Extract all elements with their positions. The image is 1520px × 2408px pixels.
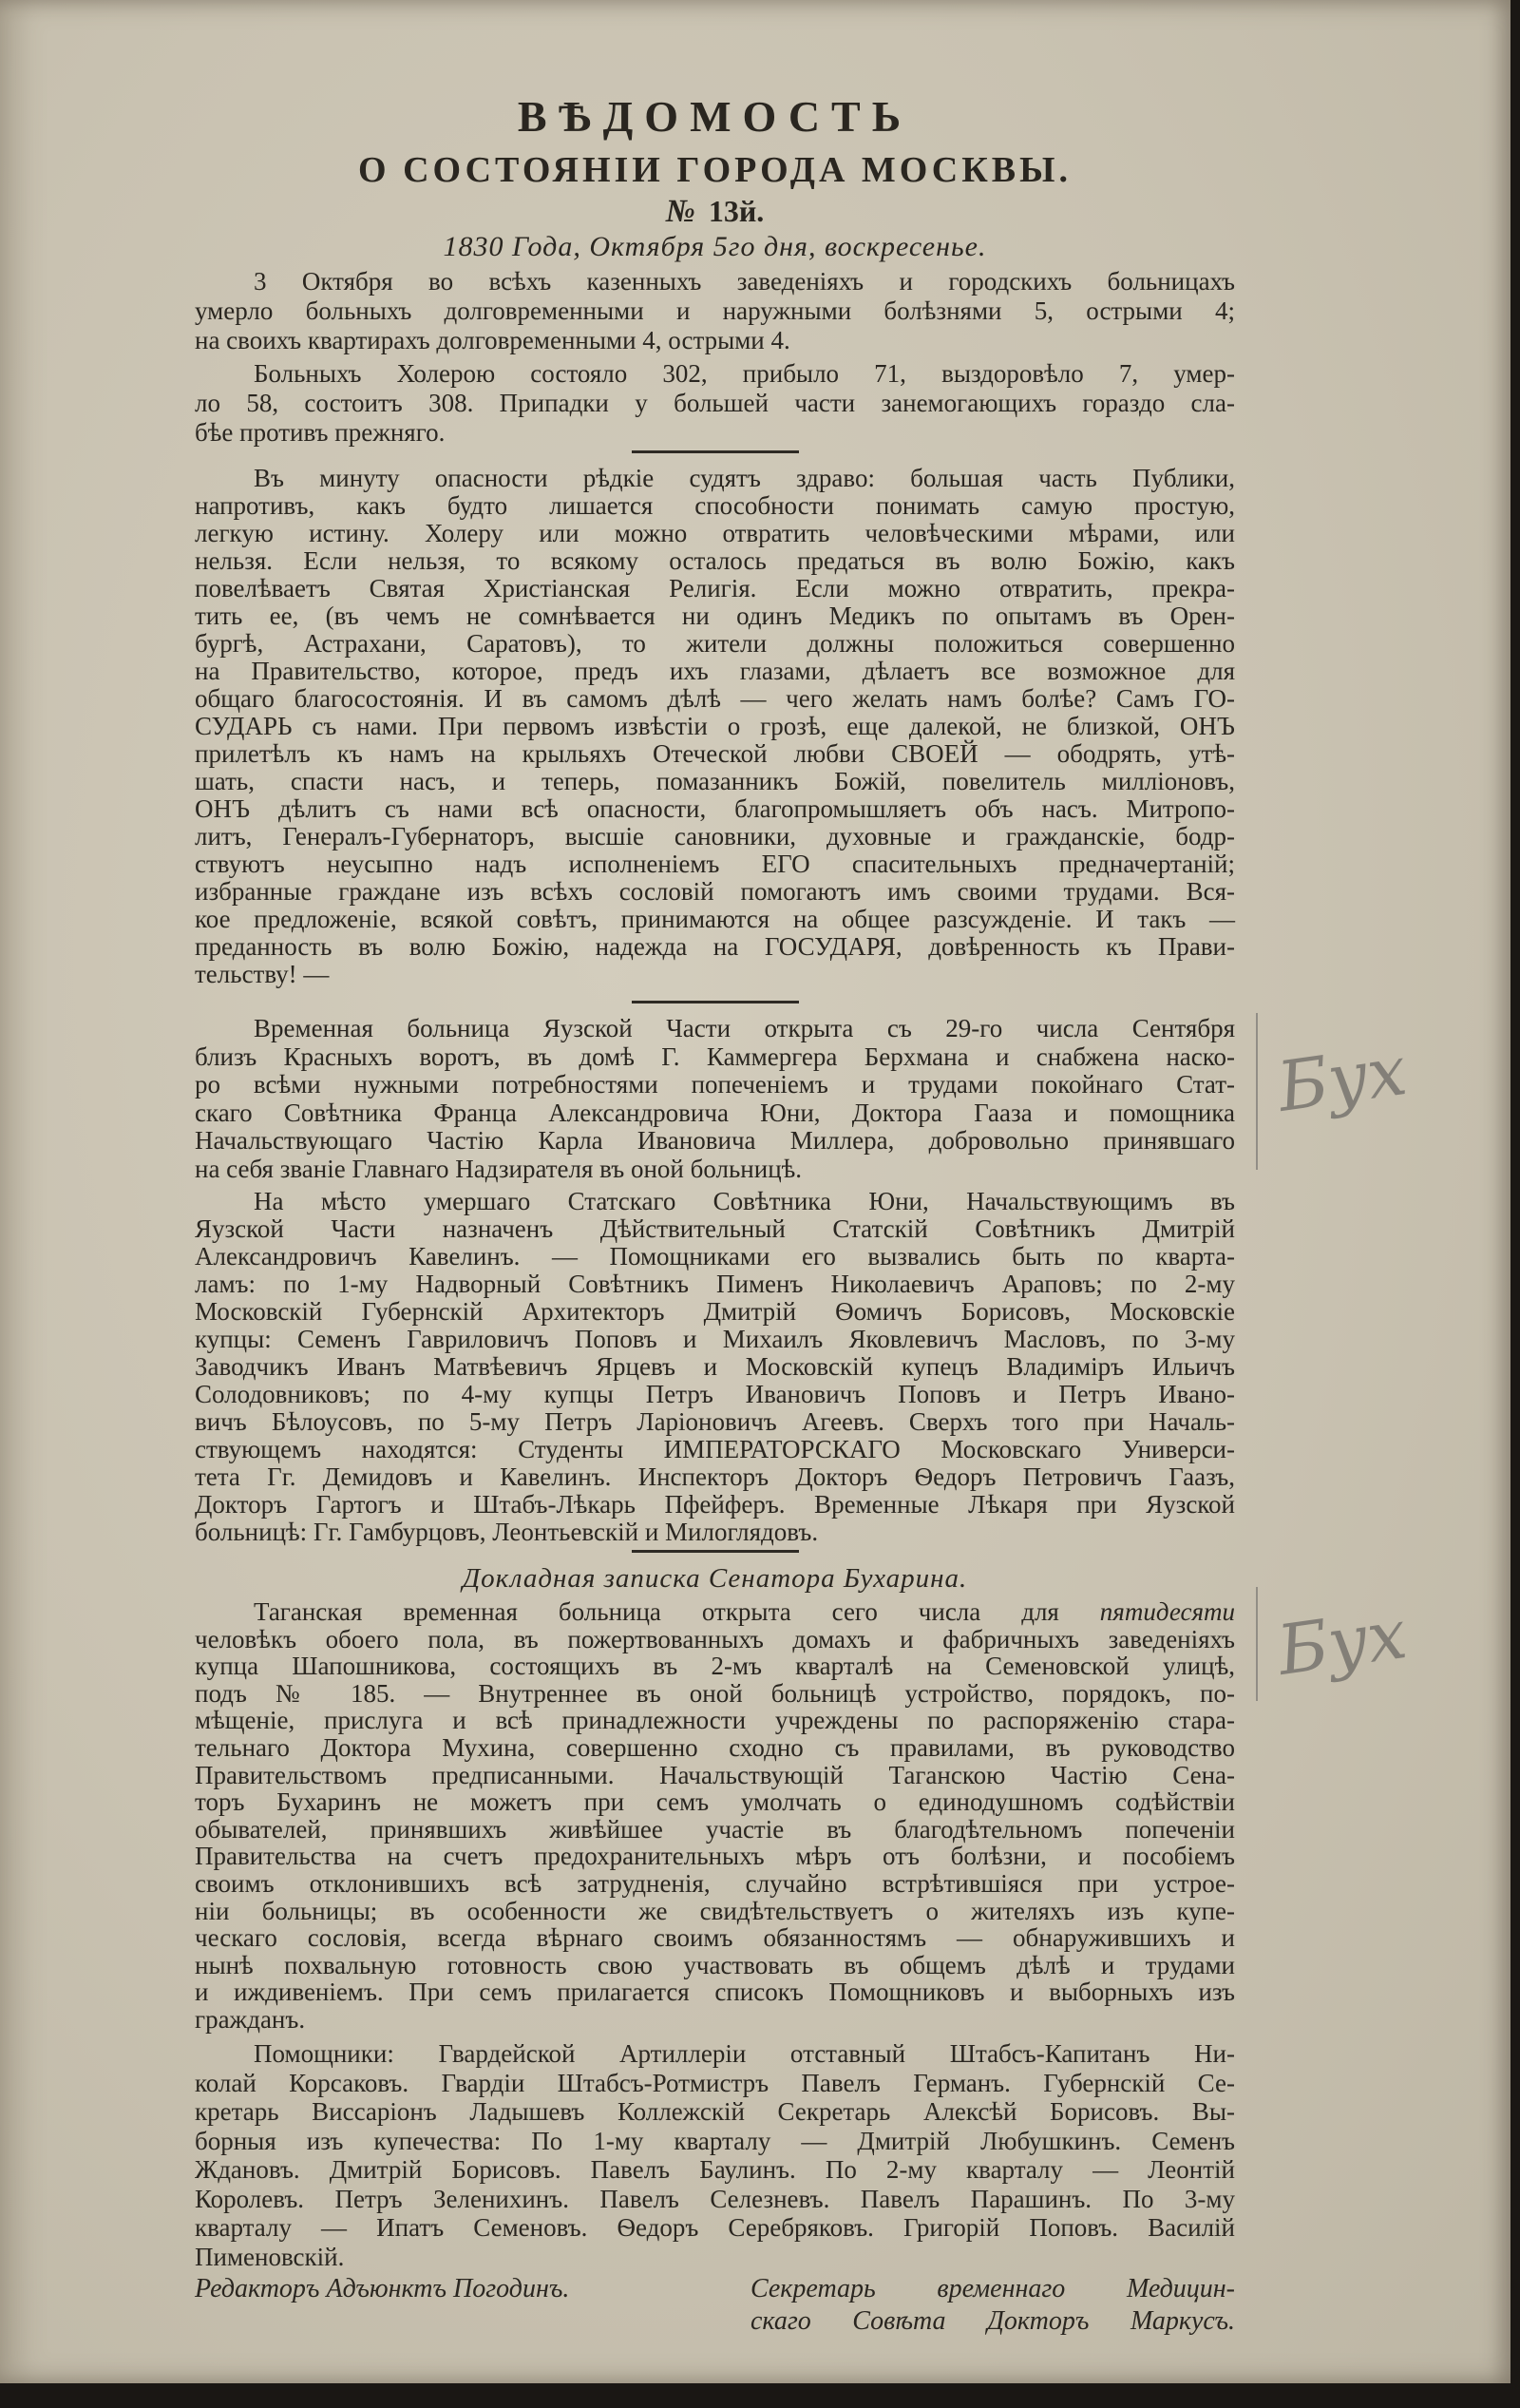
text-line: Ждановъ. Дмитрій Борисовъ. Павелъ Баулинъ. По 2-му кварталу — Леонтій [195,2155,1235,2184]
text-line: своимъ отклонившихъ всѣ затрудненія, случайно встрѣтившіяся при устрое- [195,1868,1235,1898]
text-line: прилетѣлъ къ намъ на крыльяхъ Отеческой любви СВОЕЙ — ободрять, утѣ- [195,739,1235,768]
text-line: ро всѣми нужными потребностями попеченіемъ и трудами покойнаго Стат- [195,1070,1235,1099]
secretary-signature-line-1: Секретарь временнаго Медицин- [750,2274,1235,2303]
divider [632,1550,799,1553]
text-line: колай Корсаковъ. Гвардіи Штабсъ-Ротмистръ Павелъ Германъ. Губернскій Се- [195,2068,1235,2097]
text-line: Московскій Губернскій Архитекторъ Дмитрій Ѳомичъ Борисовъ, Московскіе [195,1297,1235,1326]
text-line: легкую истину. Холеру или можно отвратить человѣческими мѣрами, или [195,519,1235,547]
text-line: Королевъ. Петръ Зеленихинъ. Павелъ Селезневъ. Павелъ Парашинъ. По 3-му [195,2184,1235,2213]
text-line: 3 Октября во всѣхъ казенныхъ заведеніяхъ и городскихъ больницахъ [254,267,1235,296]
text-line-part: Таганская временная больница открыта сего числа для [254,1597,1059,1626]
text-line: тельству! — [195,960,330,988]
text-line: бургѣ, Астрахани, Саратовъ), то жители должны положиться совершенно [195,629,1235,658]
text-line: напротивъ, какъ будто лишается способности понимать самую простую, [195,491,1235,520]
text-line: Пименовскій. [195,2242,345,2271]
text-line: Временная больница Яузской Части открыта съ 29-го числа Сентября [254,1014,1235,1042]
text-line: человѣкъ обоего пола, въ пожертвованныхъ домахъ и фабричныхъ заведеніяхъ [195,1624,1235,1653]
text-line: на Правительство, которое, предъ ихъ глазами, дѣлаетъ все возможное для [195,657,1235,685]
text-line: ОНЪ дѣлитъ съ нами всѣ опасности, благопромышляетъ объ насъ. Митропо- [195,794,1235,823]
text-line: ніи больницы; въ особенности же свидѣтельствуетъ о жителяхъ изъ купе- [195,1896,1235,1925]
divider [632,1001,799,1003]
text-line: купцы: Семенъ Гавриловичъ Поповъ и Михаилъ Яковлевичъ Масловъ, по 3-му [195,1325,1235,1353]
text-line: близъ Красныхъ воротъ, въ домѣ Г. Каммергера Берхмана и снабжена наско- [195,1042,1235,1071]
text-line: ческаго сословія, всегда вѣрнаго своимъ обязанностямъ — обнаружившихъ и [195,1923,1235,1953]
text-line: литъ, Генералъ-Губернаторъ, высшіе сановники, духовные и гражданскіе, бодр- [195,822,1235,850]
issue-date: 1830 Года, Октября 5го дня, воскресенье. [443,231,987,262]
paragraph-taganka-hospital [195,1598,1235,2034]
text-line: тить ее, (въ чемъ не сомнѣвается ни одинъ Медикъ по опытамъ въ Орен- [195,602,1235,630]
divider [632,450,799,453]
text-line: Помощники: Гвардейской Артиллеріи отставный Штабсъ-Капитанъ Ни- [254,2039,1235,2068]
text-line: тельнаго Доктора Мухина, совершенно сходно съ правилами, въ руководство [195,1732,1235,1762]
text-line: кварталу — Ипатъ Семеновъ. Ѳедоръ Серебряковъ. Григорій Поповъ. Василій [195,2213,1235,2242]
text-line: бѣе противъ прежняго. [195,418,446,447]
text-line: ламъ: по 1-му Надворный Совѣтникъ Пименъ Николаевичъ Араповъ; по 2-му [195,1270,1235,1298]
paragraph-appeal [195,465,1235,988]
text-line: тета Гг. Демидовъ и Кавелинъ. Инспекторъ Докторъ Ѳедоръ Петровичъ Гаазъ, [195,1462,1235,1491]
text-line: скаго Совѣтника Франца Александровича Юни, Доктора Гааза и помощника [195,1098,1235,1127]
text-line: умерло больныхъ долговременными и наружными болѣзнями 5, острыми 4; [195,296,1235,325]
text-line: нельзя. Если нельзя, то всякому осталось предаться въ волю Божію, какъ [195,546,1235,575]
text-line: гражданъ. [195,2004,306,2034]
text-line [195,1598,1235,1626]
text-line: кретарь Виссаріонъ Ладышевъ Коллежскій Секретарь Алексѣй Борисовъ. Вы- [195,2097,1235,2126]
issue-number-value: 13й. [708,194,765,228]
text-line: ло 58, состоитъ 308. Припадки у большей части занемогающихъ гораздо сла- [195,389,1235,417]
text-line: Начальствующаго Частію Карла Ивановича Миллера, добровольно принявшаго [195,1126,1235,1155]
text-line: ствующемъ находятся: Студенты ИМПЕРАТОРСКАГО Московскаго Универси- [195,1435,1235,1463]
document-subtitle: О СОСТОЯНІИ ГОРОДА МОСКВЫ. [358,150,1072,190]
text-line: больницѣ: Гг. Гамбурцовъ, Леонтьевскій и Милоглядовъ. [195,1518,819,1546]
text-line: Правительствомъ предписанными. Начальствующій Таганскою Частію Сена- [195,1760,1235,1789]
handwritten-margin-note: Бух [1272,1593,1412,1691]
text-line: нынѣ похвальную готовность свою участвовать въ общемъ дѣлѣ и трудами [195,1950,1235,1979]
text-line: На мѣсто умершаго Статскаго Совѣтника Юни, Начальствующимъ въ [254,1187,1235,1215]
pencil-margin-mark [1256,1013,1258,1170]
text-line: преданность въ волю Божію, надежда на ГОСУДАРЯ, довѣренность къ Прави- [195,932,1235,961]
text-line: купца Шапошникова, состоящихъ въ 2-мъ кварталѣ на Семеновской улицѣ, [195,1652,1235,1681]
text-line: Докторъ Гартогъ и Штабъ-Лѣкарь Пфейферъ. Временные Лѣкаря при Яузской [195,1490,1235,1519]
editor-signature: Редакторъ Адъюнктъ Погодинъ. [195,2274,570,2303]
emphasized-word: пятидесяти [1099,1597,1235,1626]
text-line: Заводчикъ Иванъ Матвѣевичъ Ярцевъ и Московскій купецъ Владиміръ Ильичъ [195,1352,1235,1381]
text-line: Яузской Части назначенъ Дѣйствительный Статскій Совѣтникъ Дмитрій [195,1214,1235,1243]
paragraph-deaths [195,267,1235,355]
text-line: Солодовниковъ; по 4-му купцы Петръ Ивановичъ Поповъ и Петръ Ивано- [195,1380,1235,1408]
text-line: Правительства на счетъ предохранительныхъ мѣръ отъ болѣзни, и пособіемъ [195,1842,1235,1871]
text-line: Больныхъ Холерою состояло 302, прибыло 71, выздоровѣло 7, умер- [254,359,1235,388]
text-line: на себя званіе Главнаго Надзирателя въ оной больницѣ. [195,1154,803,1183]
paragraph-yauza-staff [195,1188,1235,1546]
handwritten-margin-note: Бух [1272,1029,1412,1128]
issue-number [195,194,1235,229]
number-sign: № [665,194,695,229]
text-line: повелѣваетъ Святая Христіанская Религія. Если можно отвратить, прекра- [195,574,1235,602]
pencil-margin-mark [1256,1587,1258,1701]
paragraph-cholera [195,359,1235,448]
paragraph-yauza-hospital [195,1015,1235,1183]
text-line: вичъ Бѣлоусовъ, по 5-му Петръ Ларіоновичъ Агеевъ. Сверхъ того при Началь- [195,1407,1235,1436]
text-line: общаго благосостоянія. И въ самомъ дѣлѣ — чего желать намъ болѣе? Самъ ГО- [195,684,1235,713]
paragraph-assistants [195,2039,1235,2271]
text-line: ствуютъ неусыпно надъ исполненіемъ ЕГО спасительныхъ предначертаній; [195,850,1235,878]
text-line: подъ № 185. — Внутреннее въ оной больницѣ устройство, порядокъ, по- [195,1678,1235,1708]
document-title: ВѢДОМОСТЬ [517,92,913,141]
text-line: кое предложеніе, всякой совѣтъ, принимаются на общее разсужденіе. И такъ — [195,905,1235,933]
text-line: СУДАРЬ съ нами. При первомъ извѣстіи о грозѣ, еще далекой, не близкой, ОНЪ [195,712,1235,740]
text-line: Въ минуту опасности рѣдкіе судятъ здраво: большая часть Публики, [254,464,1235,492]
text-line: мѣщеніе, прислуга и всѣ принадлежности учреждены по распоряженію стара- [195,1706,1235,1735]
text-line: борныя изъ купечества: По 1-му кварталу — Дмитрій Любушкинъ. Семенъ [195,2126,1235,2155]
text-line: обывателей, принявшихъ живѣйшее участіе въ благодѣтельномъ попеченіи [195,1814,1235,1844]
text-line: на своихъ квартирахъ долговременными 4, острыми 4. [195,326,790,354]
text-line: шать, спасти насъ, и теперь, помазанникъ Божій, повелитель милліоновъ, [195,767,1235,795]
text-line: и иждивеніемъ. При семъ прилагается списокъ Помощниковъ и выборныхъ изъ [195,1978,1235,2007]
secretary-signature-line-2: скаго Совѣта Докторъ Маркусъ. [750,2306,1235,2336]
text-line: избранные граждане изъ всѣхъ сословій помогаютъ имъ своими трудами. Вся- [195,877,1235,906]
text-line: торъ Бухаринъ не можетъ при семъ умолчать о единодушномъ содѣйствіи [195,1787,1235,1817]
text-line: Александровичъ Кавелинъ. — Помощниками его вызвались быть по кварта- [195,1242,1235,1271]
section-heading: Докладная записка Сенатора Бухарина. [462,1563,968,1594]
